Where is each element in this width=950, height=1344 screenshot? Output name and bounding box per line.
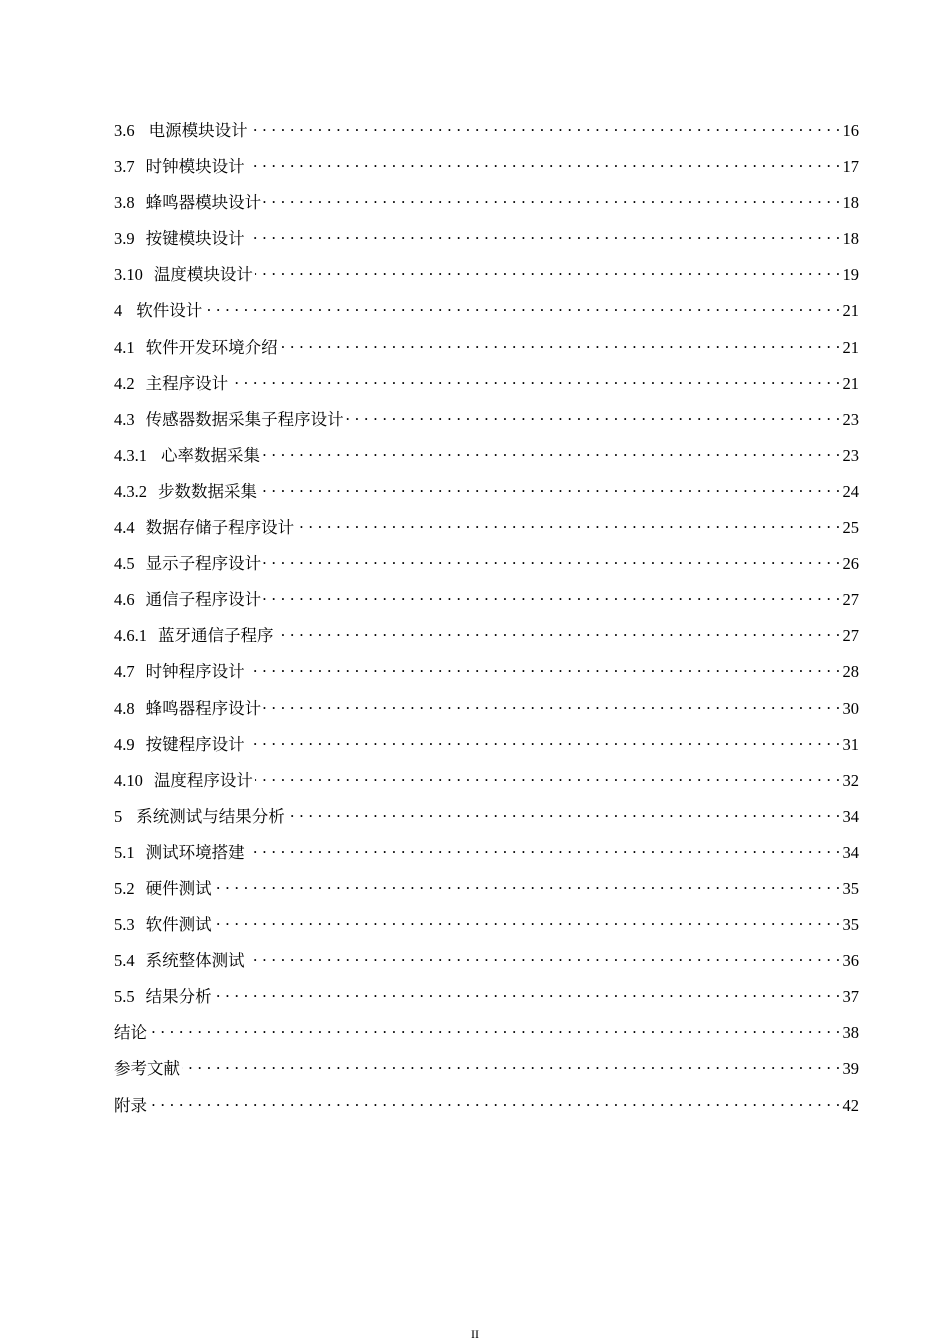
toc-entry-number: 4.8 xyxy=(114,698,135,718)
toc-entry-title: 系统测试与结果分析 xyxy=(136,806,285,826)
toc-entry-title: 蓝牙通信子程序 xyxy=(158,626,274,646)
toc-entry[interactable] xyxy=(114,515,859,551)
toc-entry[interactable] xyxy=(114,371,859,407)
toc-entry-number: 4.7 xyxy=(114,662,135,682)
dot-leader xyxy=(247,734,841,750)
toc-entry-number: 4.10 xyxy=(114,770,143,790)
toc-entry-page: 16 xyxy=(842,121,859,140)
toc-entry[interactable] xyxy=(114,1093,859,1129)
toc-entry[interactable] xyxy=(114,1020,859,1056)
dot-leader xyxy=(255,770,841,786)
toc-entry-page: 35 xyxy=(842,878,859,898)
toc-entry-number: 4.3.2 xyxy=(114,481,147,501)
dot-leader xyxy=(263,698,840,714)
dot-leader xyxy=(255,264,841,280)
toc-entry[interactable] xyxy=(114,335,859,371)
toc-entry-number: 3.10 xyxy=(114,265,143,285)
toc-entry-page: 36 xyxy=(842,951,859,971)
toc-entry-number: 4.5 xyxy=(114,554,135,574)
toc-entry[interactable] xyxy=(114,443,859,479)
toc-entry[interactable] xyxy=(114,587,859,623)
toc-entry-page: 31 xyxy=(842,734,859,754)
toc-entry[interactable] xyxy=(114,696,859,732)
toc-entry[interactable] xyxy=(114,1056,859,1092)
dot-leader xyxy=(149,1022,841,1038)
toc-entry[interactable] xyxy=(114,876,859,912)
toc-entry-page: 27 xyxy=(842,626,859,646)
toc-entry-number: 3.9 xyxy=(114,229,135,249)
toc-entry-title: 温度模块设计 xyxy=(153,265,253,285)
dot-leader xyxy=(247,228,841,244)
toc-entry-page: 32 xyxy=(842,770,859,790)
dot-leader xyxy=(263,553,840,569)
toc-entry-title: 时钟模块设计 xyxy=(145,157,245,177)
toc-entry-number: 4.9 xyxy=(114,734,135,754)
toc-entry-page: 35 xyxy=(842,915,859,935)
toc-entry-title: 系统整体测试 xyxy=(145,951,245,971)
toc-entry-page: 18 xyxy=(842,229,859,249)
toc-entry-page: 28 xyxy=(842,662,859,682)
toc-entry-page: 21 xyxy=(842,337,859,357)
toc-entry-number: 4.3.1 xyxy=(114,445,147,465)
dot-leader xyxy=(247,156,841,172)
toc-entry-page: 21 xyxy=(842,373,859,393)
toc-entry-page: 26 xyxy=(842,554,859,574)
toc-entry-number: 4.6 xyxy=(114,590,135,610)
toc-entry[interactable] xyxy=(114,407,859,443)
toc-entry-title: 心率数据采集 xyxy=(161,445,260,465)
dot-leader xyxy=(204,300,840,316)
dot-leader xyxy=(247,950,841,966)
toc-entry-page: 27 xyxy=(842,590,859,610)
toc-entry[interactable] xyxy=(114,226,859,262)
dot-leader xyxy=(262,445,841,461)
toc-entry[interactable] xyxy=(114,804,859,840)
toc-entry-number: 5.1 xyxy=(114,842,135,862)
toc-entry-number: 4.4 xyxy=(114,518,135,538)
toc-entry-number: 4.6.1 xyxy=(114,626,147,646)
toc-entry-number: 4.1 xyxy=(114,337,135,357)
dot-leader xyxy=(287,806,841,822)
dot-leader xyxy=(182,1058,841,1074)
toc-entry-title: 通信子程序设计 xyxy=(145,590,262,610)
toc-entry-title: 温度程序设计 xyxy=(153,770,253,790)
toc-entry-number: 5.2 xyxy=(114,878,135,898)
toc-entry[interactable] xyxy=(114,479,859,515)
toc-entry-page: 25 xyxy=(842,518,859,538)
toc-entry-title: 时钟程序设计 xyxy=(145,662,245,682)
toc-entry-title: 显示子程序设计 xyxy=(145,554,262,574)
toc-entry-page: 21 xyxy=(842,301,859,321)
dot-leader xyxy=(250,120,841,136)
dot-leader xyxy=(280,337,841,353)
toc-entry-page: 23 xyxy=(842,409,859,429)
toc-entry-title: 测试环境搭建 xyxy=(145,842,245,862)
toc-entry-page: 34 xyxy=(842,806,859,826)
toc-entry-number: 4.3 xyxy=(114,409,135,429)
toc-entry-page: 38 xyxy=(842,1023,859,1043)
toc-entry-page: 39 xyxy=(842,1059,859,1079)
toc-entry-title: 参考文献 xyxy=(114,1059,180,1079)
dot-leader xyxy=(263,589,840,605)
toc-entry[interactable] xyxy=(114,912,859,948)
toc-entry-number: 5.5 xyxy=(114,987,135,1007)
toc-entry-title: 附录 xyxy=(114,1095,147,1115)
toc-entry[interactable] xyxy=(114,551,859,587)
dot-leader xyxy=(259,481,841,497)
toc-entry[interactable] xyxy=(114,984,859,1020)
toc-entry[interactable] xyxy=(114,118,859,154)
toc-entry-title: 按键程序设计 xyxy=(145,734,245,754)
toc-entry[interactable] xyxy=(114,768,859,804)
toc-entry-number: 4 xyxy=(114,301,123,321)
toc-entry-number: 3.7 xyxy=(114,157,135,177)
toc-entry-title: 电源模块设计 xyxy=(148,121,248,140)
toc-entry[interactable] xyxy=(114,732,859,768)
toc-entry-number: 3.8 xyxy=(114,193,135,213)
footer-page-number: II xyxy=(471,1327,479,1341)
dot-leader xyxy=(214,986,841,1002)
dot-leader xyxy=(296,517,840,533)
toc-entry-page: 23 xyxy=(842,445,859,465)
toc-entry-title: 结果分析 xyxy=(145,987,212,1007)
toc-entry-number: 5.3 xyxy=(114,915,135,935)
toc-entry-page: 18 xyxy=(842,193,859,213)
toc-entry-number: 3.6 xyxy=(114,121,135,140)
toc-entry-number: 5.4 xyxy=(114,951,135,971)
toc-entry-number: 5 xyxy=(114,806,123,826)
toc-entry-title: 软件开发环境介绍 xyxy=(145,337,278,357)
dot-leader xyxy=(247,842,841,858)
toc-entry[interactable] xyxy=(114,623,859,659)
toc-entry[interactable] xyxy=(114,298,859,334)
dot-leader xyxy=(263,192,840,208)
toc-entry[interactable] xyxy=(114,840,859,876)
toc-entry-number: 4.2 xyxy=(114,373,135,393)
dot-leader xyxy=(214,914,841,930)
toc-entry-page: 17 xyxy=(842,157,859,177)
toc-entry[interactable] xyxy=(114,948,859,984)
dot-leader xyxy=(247,661,841,677)
toc-entry-page: 42 xyxy=(842,1095,859,1115)
toc-entry-title: 传感器数据采集子程序设计 xyxy=(145,409,344,429)
toc-entry-title: 蜂鸣器模块设计 xyxy=(145,193,262,213)
dot-leader xyxy=(149,1095,841,1111)
toc-entry-page: 34 xyxy=(842,842,859,862)
dot-leader xyxy=(230,373,840,389)
dot-leader xyxy=(346,409,841,425)
toc-entry[interactable] xyxy=(114,659,859,695)
toc-entry[interactable] xyxy=(114,154,859,190)
toc-entry-title: 蜂鸣器程序设计 xyxy=(145,698,262,718)
toc-entry-page: 24 xyxy=(842,481,859,501)
toc-entry-page: 19 xyxy=(842,265,859,285)
toc-entry-title: 按键模块设计 xyxy=(145,229,245,249)
toc-entry-title: 主程序设计 xyxy=(145,373,229,393)
toc-entry-title: 软件测试 xyxy=(145,915,212,935)
table-of-contents xyxy=(114,118,859,1129)
toc-entry-title: 步数数据采集 xyxy=(158,481,257,501)
toc-entry[interactable] xyxy=(114,190,859,226)
toc-entry[interactable] xyxy=(114,262,859,298)
toc-entry-page: 37 xyxy=(842,987,859,1007)
dot-leader xyxy=(214,878,841,894)
dot-leader xyxy=(276,625,841,641)
toc-entry-title: 硬件测试 xyxy=(145,878,212,898)
toc-entry-title: 软件设计 xyxy=(136,301,203,321)
toc-entry-title: 结论 xyxy=(114,1023,147,1043)
toc-entry-page: 30 xyxy=(842,698,859,718)
toc-entry-title: 数据存储子程序设计 xyxy=(145,518,295,538)
